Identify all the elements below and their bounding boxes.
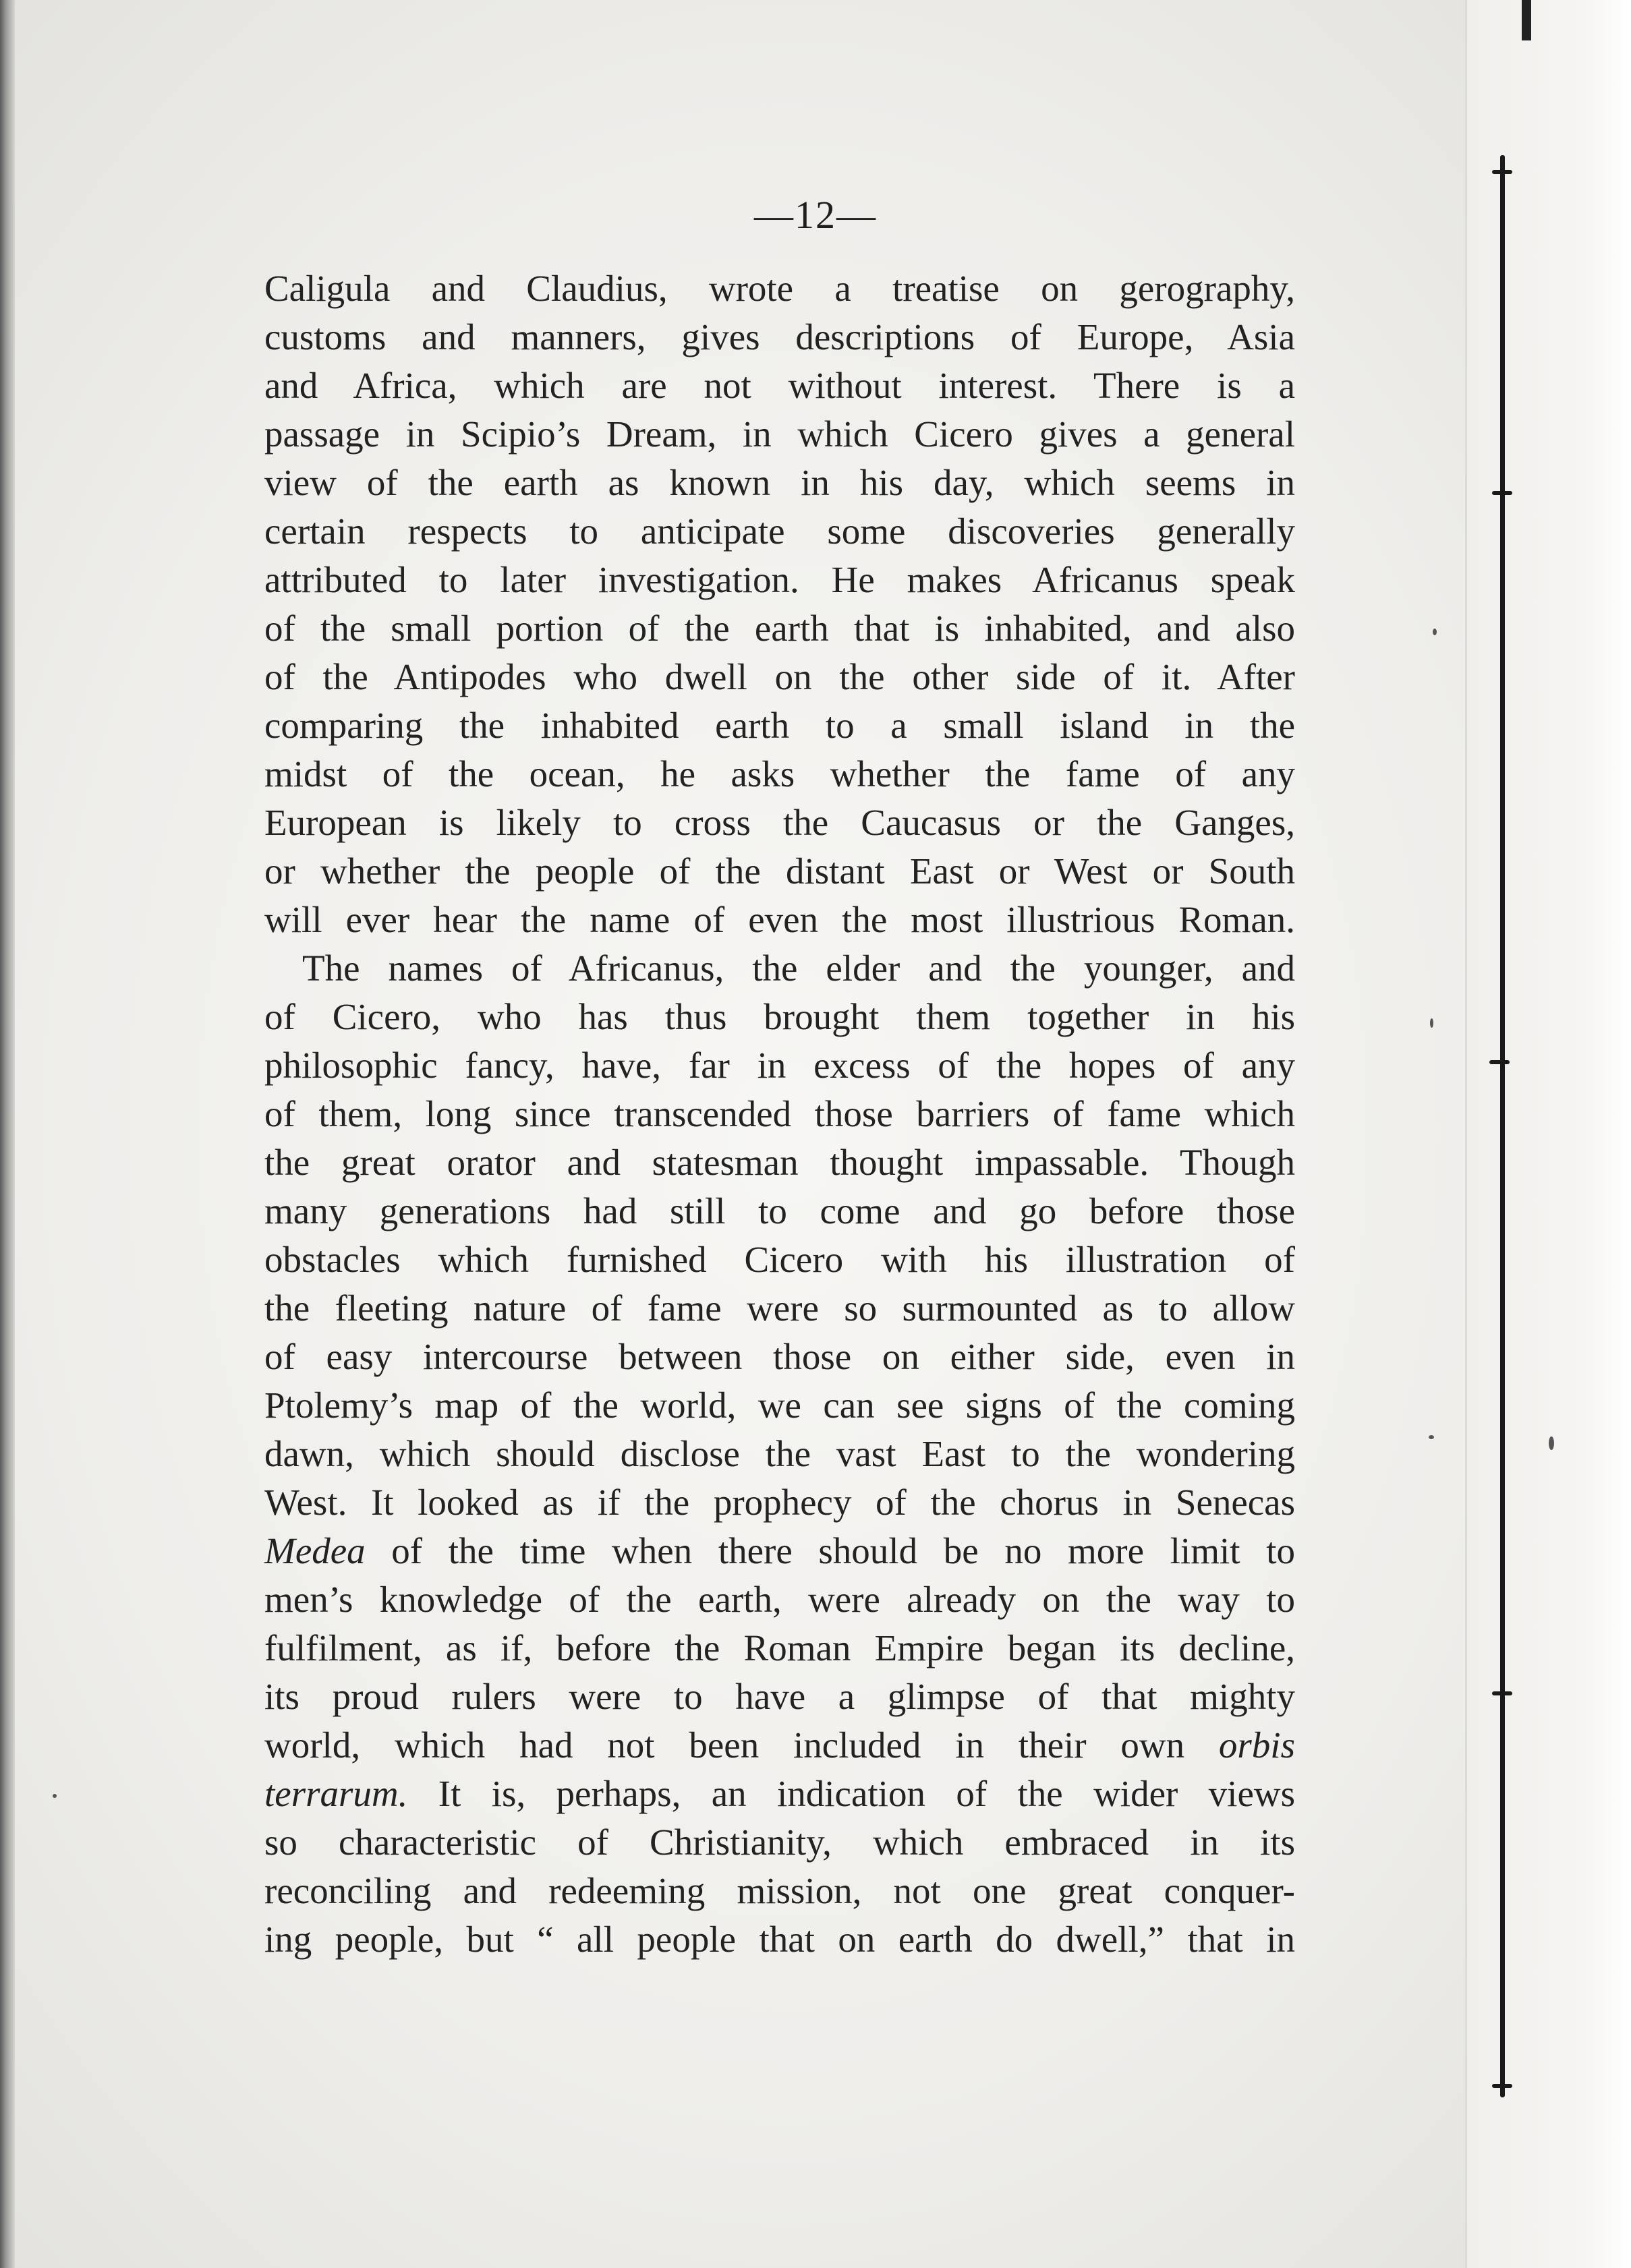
line-text: midst of the ocean, he asks whether the fame of any xyxy=(264,753,1295,794)
line-text: attributed to later investigation. He makes Africanus speak xyxy=(264,559,1295,600)
line-text: and Africa, which are not without interest. There is a xyxy=(264,365,1295,406)
text-line xyxy=(264,1187,1295,1235)
line-text: world, which had not been included in their own xyxy=(264,1724,1219,1766)
text-line xyxy=(264,847,1295,896)
text-line xyxy=(264,556,1295,604)
binding-thread xyxy=(1500,155,1505,2097)
line-text: comparing the inhabited earth to a small island in the xyxy=(264,705,1295,746)
text-line xyxy=(264,798,1295,847)
line-text: customs and manners, gives descriptions of Europe, Asia xyxy=(264,316,1295,357)
italic-text: Medea xyxy=(264,1530,366,1571)
page-number: —12— xyxy=(754,193,877,237)
text-line xyxy=(264,1430,1295,1478)
text-line xyxy=(264,313,1295,361)
text-line xyxy=(264,459,1295,507)
line-text: of them, long since transcended those barriers of fame which xyxy=(264,1093,1295,1134)
line-text: of the time when there should be no more limit to xyxy=(365,1530,1295,1571)
line-text: European is likely to cross the Caucasus or the Ganges, xyxy=(264,802,1295,843)
line-text: reconciling and redeeming mission, not one great conquer- xyxy=(264,1870,1295,1911)
binding-stitch xyxy=(1492,2084,1512,2088)
text-line xyxy=(264,1381,1295,1430)
text-line xyxy=(264,896,1295,944)
line-text: men’s knowledge of the earth, were already on the way to xyxy=(264,1579,1295,1620)
text-line xyxy=(264,993,1295,1041)
text-line xyxy=(264,1770,1295,1818)
line-text: West. It looked as if the prophecy of the chorus in Senecas xyxy=(264,1482,1295,1523)
line-text: or whether the people of the distant East or West or South xyxy=(264,850,1295,892)
line-text: Ptolemy’s map of the world, we can see signs of the coming xyxy=(264,1385,1295,1426)
left-page-edge xyxy=(0,0,15,2268)
line-text: certain respects to anticipate some discoveries generally xyxy=(264,511,1295,552)
line-text: many generations had still to come and go before those xyxy=(264,1190,1295,1231)
text-line xyxy=(264,750,1295,798)
line-text: its proud rulers were to have a glimpse of that mighty xyxy=(264,1676,1295,1717)
scan-speck xyxy=(1549,1436,1554,1450)
text-line xyxy=(264,1818,1295,1867)
text-line xyxy=(264,653,1295,701)
line-text: view of the earth as known in his day, which seems in xyxy=(264,462,1295,503)
italic-text: orbis xyxy=(1218,1724,1295,1766)
binding-stitch xyxy=(1492,491,1512,495)
italic-text: terrarum. xyxy=(264,1773,408,1814)
text-line xyxy=(264,361,1295,410)
text-line xyxy=(264,1284,1295,1333)
text-line xyxy=(264,1041,1295,1090)
right-binding-margin xyxy=(1465,0,1631,2268)
line-text: The names of Africanus, the elder and the younger, and xyxy=(302,948,1295,989)
line-text: It is, perhaps, an indication of the wider views xyxy=(407,1773,1295,1814)
text-line xyxy=(264,1721,1295,1770)
text-line xyxy=(264,1673,1295,1721)
text-line xyxy=(264,507,1295,556)
text-line xyxy=(264,1478,1295,1527)
line-text: will ever hear the name of even the most illustrious Roman. xyxy=(264,899,1295,940)
scan-speck xyxy=(1433,629,1437,635)
text-line xyxy=(264,1235,1295,1284)
line-text: fulfilment, as if, before the Roman Empire began its decline, xyxy=(264,1627,1295,1668)
binding-edge-mark xyxy=(1522,0,1531,40)
body-text xyxy=(264,264,1295,1964)
text-line xyxy=(264,1867,1295,1915)
text-line xyxy=(264,604,1295,653)
text-line xyxy=(264,1527,1295,1575)
line-text: the great orator and statesman thought impassable. Though xyxy=(264,1142,1295,1183)
binding-stitch xyxy=(1489,1060,1510,1064)
line-text: philosophic fancy, have, far in excess of the hopes of any xyxy=(264,1045,1295,1086)
scan-speck xyxy=(1430,1018,1433,1028)
line-text: of easy intercourse between those on either side, even in xyxy=(264,1336,1295,1377)
text-line xyxy=(264,1915,1295,1964)
scan-speck xyxy=(53,1794,57,1798)
text-line xyxy=(264,944,1295,993)
line-text: so characteristic of Christianity, which embraced in its xyxy=(264,1822,1295,1863)
line-text: obstacles which furnished Cicero with his illustration of xyxy=(264,1239,1295,1280)
line-text: ing people, but “ all people that on earth do dwell,” that in xyxy=(264,1919,1295,1960)
text-line xyxy=(264,1575,1295,1624)
line-text: of the Antipodes who dwell on the other side of it. After xyxy=(264,656,1295,697)
line-text: Caligula and Claudius, wrote a treatise on gerography, xyxy=(264,268,1295,309)
line-text: the fleeting nature of fame were so surmounted as to allow xyxy=(264,1287,1295,1329)
text-line xyxy=(264,1624,1295,1673)
text-line xyxy=(264,701,1295,750)
binding-stitch xyxy=(1492,1691,1512,1695)
text-line xyxy=(264,1333,1295,1381)
scan-speck xyxy=(1429,1435,1434,1439)
text-line xyxy=(264,264,1295,313)
text-line xyxy=(264,410,1295,459)
line-text: of Cicero, who has thus brought them together in his xyxy=(264,996,1295,1037)
line-text: dawn, which should disclose the vast East to the wondering xyxy=(264,1433,1295,1474)
binding-stitch xyxy=(1492,170,1512,174)
text-line xyxy=(264,1138,1295,1187)
text-line xyxy=(264,1090,1295,1138)
line-text: passage in Scipio’s Dream, in which Cicero gives a general xyxy=(264,413,1295,455)
line-text: of the small portion of the earth that is inhabited, and also xyxy=(264,608,1295,649)
